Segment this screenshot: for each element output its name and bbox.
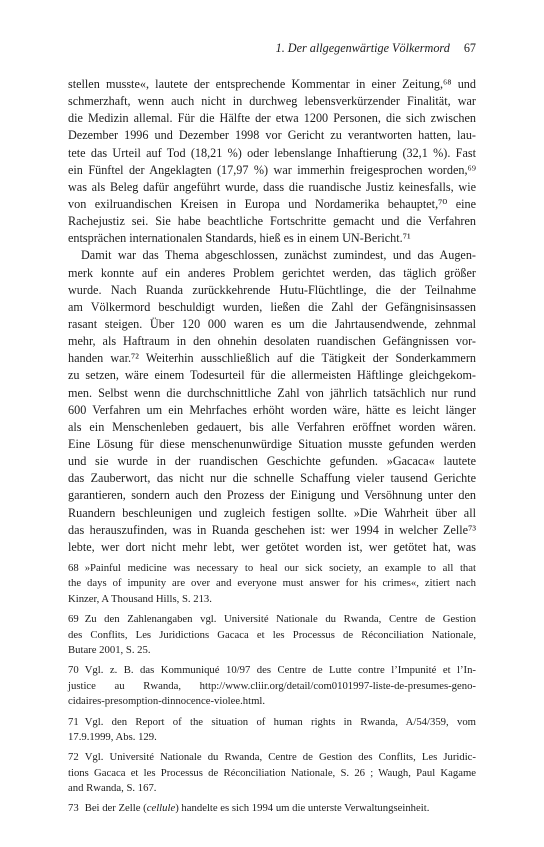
footnote-number: 73 xyxy=(68,802,79,815)
footnote-line xyxy=(68,750,476,765)
text-line: wurde. Nach Ruanda zurückkehrende Hutu-Flüchtlinge, die der Teilnahme xyxy=(68,282,476,297)
text-line: Rachejustiz sei. Sie habe beachtliche Fortschritte gemacht und die Verfahren xyxy=(68,214,476,229)
text-line: Damit war das Thema abgeschlossen, zunächst zumindest, und das Augen- xyxy=(81,248,476,263)
footnote-text: »Painful medicine was necessary to heal our sick society, an example to all that xyxy=(84,562,476,574)
footnote-line xyxy=(68,715,476,730)
text-line: handen war.⁷² Weiterhin ausschließlich auf die Tätigkeit der Sonderkammern xyxy=(68,351,476,366)
footnote-text: ) handelte es sich 1994 um die unterste Verwaltungseinheit. xyxy=(175,802,430,815)
text-line: Eine Lösung für diese menschenunwürdige Situation musste gefunden werden xyxy=(68,436,476,451)
text-line: entsprächen internationalen Standards, hieß es in einem UN-Bericht.⁷¹ xyxy=(68,231,411,246)
footnote-text: Vgl. z. B. das Kommuniqué 10/97 des Centre de Lutte contre l’Impunité et l’In- xyxy=(84,664,476,677)
text-line: ein Fünftel der Angeklagten (17,97 %) war immerhin freigesprochen worden,⁶⁹ xyxy=(68,162,476,177)
footnote-line xyxy=(68,561,476,576)
footnote-line xyxy=(68,612,476,627)
text-line: das Zauberwort, das nicht nur die schnelle Schaffung vieler tausend Gerichte xyxy=(68,471,476,486)
text-line: von exilruandischen Kreisen in Europa und Nordamerika behauptet,⁷⁰ eine xyxy=(68,196,476,211)
text-line: Dezember 1996 und Dezember 1998 vor Gericht zu verantworten hatten, lau- xyxy=(68,128,476,143)
text-line: am Völkermord beschuldigt wurden, ließen die Zahl der Gefängnisinsassen xyxy=(68,299,476,314)
footnote-number: 70 xyxy=(68,664,79,677)
text-line: garantieren, sondern auch den Prozess der Einigung und Versöhnung unter den xyxy=(68,488,476,503)
text-line: mehr, als Haftraum in den ohnehin desolaten ruandischen Gefängnissen vor- xyxy=(68,334,476,349)
footnote xyxy=(68,561,476,607)
text-line: die Medizin allemal. Für die Hälfte der etwa 1200 Personen, die sich zwischen xyxy=(68,111,476,126)
footnote xyxy=(68,801,476,816)
footnote-number: 68 xyxy=(68,562,79,574)
footnote-line: justice au Rwanda, http://www.cliir.org/detail/com0101997-liste-de-presumes-geno- xyxy=(68,679,476,692)
main-text xyxy=(68,76,476,556)
text-line: 600 Verfahren um ein Mehrfaches erhöht worden wäre, hätte es leicht länger xyxy=(68,402,476,417)
text-line: und sie wurde in der ruandischen Geschichte gefunden. »Gacaca« lautete xyxy=(68,454,476,469)
footnote-number: 71 xyxy=(68,715,79,728)
footnote-number: 72 xyxy=(68,751,79,764)
text-line: was als Beleg dafür angeführt wurde, dass die ruandische Justiz keinesfalls, wie xyxy=(68,179,476,194)
footnote xyxy=(68,715,476,746)
footnote xyxy=(68,663,476,709)
page-number: 67 xyxy=(463,41,476,55)
footnote-line xyxy=(68,801,476,816)
footnote-text: Zu den Zahlenangaben vgl. Université Nationale du Rwanda, Centre de Gestion xyxy=(84,613,476,626)
footnote xyxy=(68,612,476,658)
text-line: rasant steigen. Über 120 000 waren es um die Jahrtausendwende, zehnmal xyxy=(68,316,476,331)
footnote xyxy=(68,750,476,796)
footnote-line: the days of impunity are over and everyone must answer for his crimes«, zitiert nach xyxy=(68,577,476,590)
footnote-number: 69 xyxy=(68,613,79,626)
text-line: lebte, wer dort nicht mehr lebt, wer getötet worden ist, wer getötet hat, was xyxy=(68,539,476,554)
footnote-term-italic: cellule xyxy=(146,802,176,815)
footnote-line: Kinzer, A Thousand Hills, S. 213. xyxy=(68,592,212,605)
footnote-line: and Rwanda, S. 167. xyxy=(68,782,157,795)
text-line: Ruandern beschleunigen und zugleich festigen sollte. »Die Wahrheit über all xyxy=(68,505,476,520)
text-line: schmerzhaft, wenn auch nicht in durchweg lebensverkürzender Finalität, war xyxy=(68,94,476,109)
footnote-line: 17.9.1999, Abs. 129. xyxy=(68,730,157,743)
running-header xyxy=(68,40,476,56)
footnote-line: des Conflits, Les Juridictions Gacaca et les Processus de Réconciliation Nationale, xyxy=(68,628,476,641)
chapter-title: 1. Der allgegenwärtige Völkermord xyxy=(275,41,450,55)
text-line: stellen musste«, lautete der entsprechende Kommentar in einer Zeitung,⁶⁸ und xyxy=(68,77,476,91)
text-line: tete das Urteil auf Tod (18,21 %) oder lebenslange Inhaftierung (32,1 %). Fast xyxy=(68,145,476,160)
footnote-text: Vgl. Université Nationale du Rwanda, Centre de Gestion des Conflits, Les Juridic- xyxy=(84,751,476,764)
footnote-text: Vgl. den Report of the situation of human rights in Rwanda, A/54/359, vom xyxy=(84,715,476,728)
footnotes xyxy=(68,561,476,822)
footnote-line: Butare 2001, S. 25. xyxy=(68,643,151,656)
text-line: merk konnte auf ein anderes Problem gerichtet werden, das täglich größer xyxy=(68,265,476,280)
text-line: als ein Menschenleben gedauert, bis alle Verfahren eröffnet worden wären. xyxy=(68,419,476,434)
text-line: men. Selbst wenn die durchschnittliche Zahl von jährlich tatsächlich nur rund xyxy=(68,385,476,400)
footnote-line: cidaires-presomption-dinnocence-violee.html. xyxy=(68,695,266,708)
footnote-line xyxy=(68,663,476,678)
text-line: zu setzen, wäre einem Todesurteil für die allermeisten Häftlinge gleichgekom- xyxy=(68,368,476,383)
footnote-text: Bei der Zelle ( xyxy=(84,802,147,815)
footnote-line: tions Gacaca et les Processus de Réconciliation Nationale, S. 26 ; Waugh, Paul Kagame xyxy=(68,766,476,779)
text-line: das herauszufinden, was in Ruanda geschehen ist: wer 1994 in welcher Zelle⁷³ xyxy=(68,522,476,537)
